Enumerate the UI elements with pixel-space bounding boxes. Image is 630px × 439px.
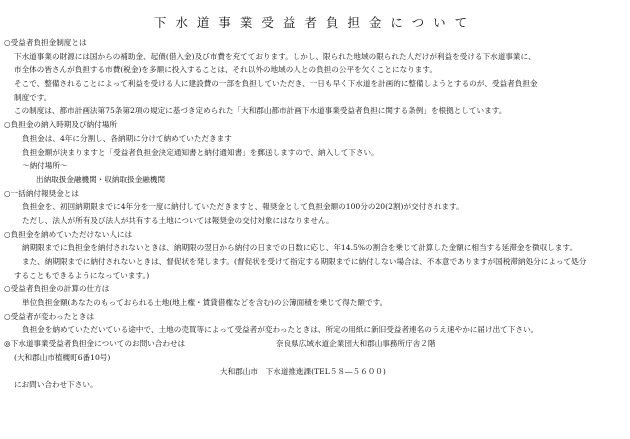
paragraph-line: することもできるようになっています。) xyxy=(14,270,150,280)
paragraph-line: 市全体の皆さんが負担する市費(税金)を多額に投入することは、それ以外の地域の人との負担の公平を欠くことになります。 xyxy=(14,65,437,75)
paragraph-line: 下水道事業の財源には国からの補助金、起債(借入金)及び市費を充てております。しかし、限られた地域の限られた人だけが利益を受ける下水道事業に、 xyxy=(14,51,536,61)
contact-office: 奈良県広域水道企業団大和郡山事務所庁舎２階 xyxy=(276,339,436,349)
contact-closing: にお問い合わせ下さい。 xyxy=(14,380,98,390)
paragraph-line: 制度です。 xyxy=(14,92,52,102)
contact-address: (大和郡山市植槻町6番10号) xyxy=(14,352,111,362)
section-heading-lump-sum: ○一括納付報奨金とは xyxy=(4,188,79,198)
paragraph-line: ただし、法人が所有及び法人が共有する土地については報奨金の交付対象にはなりません。 xyxy=(22,215,334,225)
contact-department: 大和郡山市 下水道推進課(TEL５８―５６００) xyxy=(220,366,386,376)
paragraph-line: 出納取扱金融機関・収納取扱金融機関 xyxy=(36,174,166,184)
section-heading-change: ○受益者が変わったときは xyxy=(4,311,95,321)
paragraph-line: 負担金を納めていただいている途中で、土地の売買等によって受益者が変わったときは、所定の用紙に新旧受益者連名のうえ速やかに届け出て下さい。 xyxy=(22,325,539,335)
paragraph-line: 負担金額が決まりますと「受益者負担金決定通知書と納付通知書」を郵送しますので、納入して下さい。 xyxy=(22,147,379,157)
section-heading-payment: ○負担金の納入時期及び納付場所 xyxy=(4,120,117,130)
document-body xyxy=(4,36,624,392)
section-heading-calculation: ○受益者負担金の計算の仕方は xyxy=(4,284,110,294)
paragraph-line: 納期限までに負担金を納付されないときは、納期限の翌日から納付の日までの日数に応じ、年14.5%の割合を乗じて計算した金額に相当する延滞金を徴収します。 xyxy=(22,243,578,253)
paragraph-line: 負担金を、初回納期限までに4年分を一度に納付していただきますと、報奨金として負担金額の100分の20(2割)が交付されます。 xyxy=(22,202,464,212)
page-title: 下水道事業受益者負担金について xyxy=(153,15,477,30)
section-heading-system: ○受益者負担金制度とは xyxy=(4,38,87,47)
paragraph-line: ～納付場所～ xyxy=(22,161,68,171)
section-heading-unpaid: ○負担金を納めていただけない人には xyxy=(4,229,133,239)
contact-heading xyxy=(4,337,624,351)
paragraph-line: 負担金は、4年に分割し、各納期に分けて納めていただきます xyxy=(22,133,232,143)
paragraph-line: この制度は、都市計画法第75条第2項の規定に基づき定められた「大和郡山都市計画下水道事業受益者負担に関する条例」を根拠としています。 xyxy=(14,106,507,116)
paragraph-line: 単位負担金額(あなたのもっておられる土地(地上権・賃貸借権などを含む)の公簿面積を乗じて得た額です。 xyxy=(22,298,388,308)
contact-heading-text: ◎下水道事業受益者負担金についてのお問い合わせは xyxy=(4,339,186,349)
paragraph-line: また、納期限までに納付されないときは、督促状を発します。(督促状を受けて指定する期限までに納付しない場合は、不本意でありますが国税滞納処分によって処分 xyxy=(22,257,587,266)
paragraph-line: そこで、整備されることによって利益を受ける人に建設費の一部を負担していただき、一日も早く下水道を計画的に整備しようとするのが、受益者負担金 xyxy=(14,79,538,89)
contact-department-line xyxy=(4,365,624,379)
